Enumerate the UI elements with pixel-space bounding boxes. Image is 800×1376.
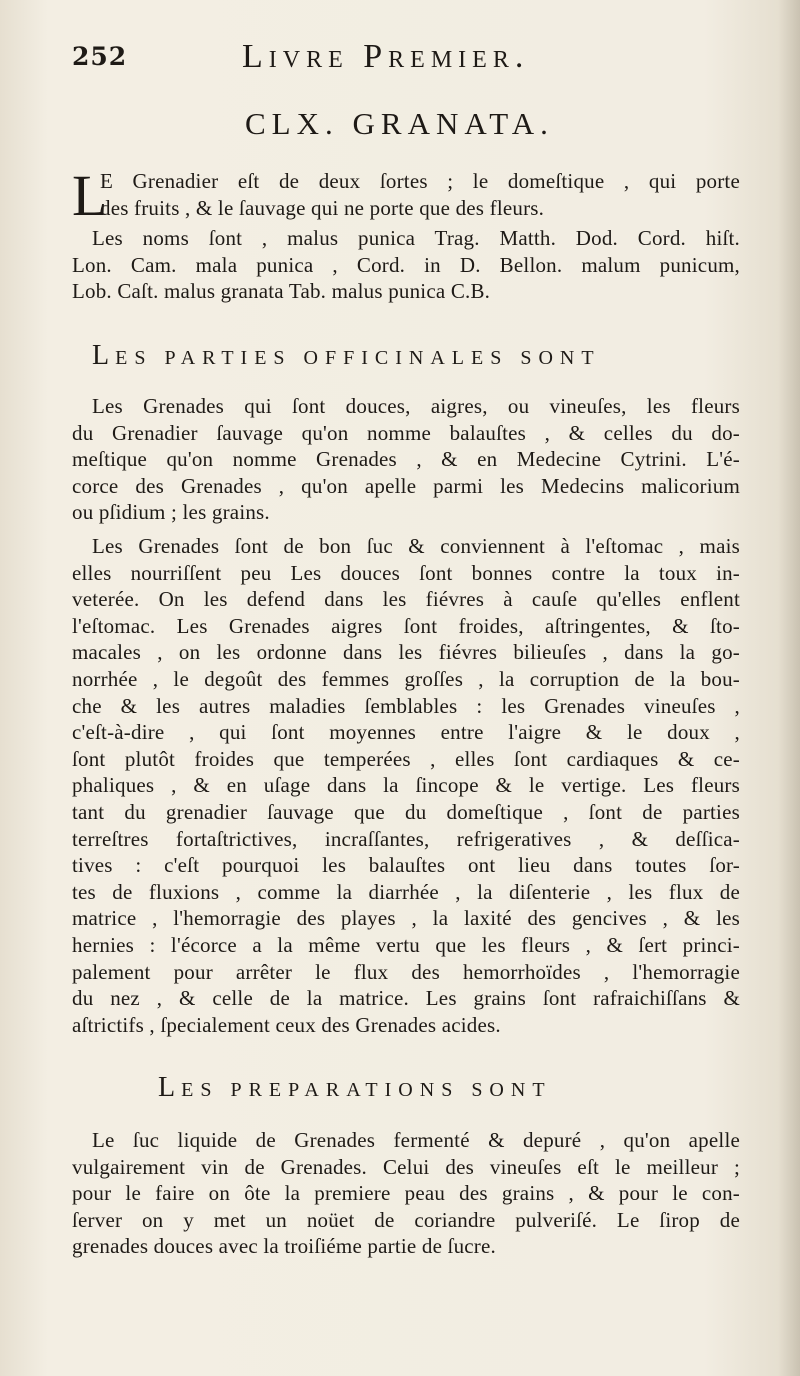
- virtues-line: macales , on les ordonne dans les fiévres bilieuſes , dans la go-: [72, 640, 740, 665]
- virtues-line: palement pour arrêter le flux des hemorrhoïdes , l'hemorragie: [72, 959, 740, 984]
- preparations-line: pour le faire on ôte la premiere peau des grains , & pour le con-: [72, 1181, 740, 1206]
- preparations-line: ſerver on y met un noüet de coriandre pulveriſé. Le ſirop de: [72, 1207, 740, 1232]
- preparations-line: Le ſuc liquide de Grenades fermenté & depuré , qu'on apelle: [92, 1128, 740, 1152]
- virtues-line: l'eſtomac. Les Grenades aigres ſont froides, aſtringentes, & ſto-: [72, 613, 740, 638]
- parts-line: du Grenadier ſauvage qu'on nomme balauſtes , & celles du do-: [72, 420, 740, 445]
- virtues-line: du nez , & celle de la matrice. Les grains ſont rafraichiſſans &: [72, 986, 740, 1011]
- parts-paragraph: [72, 393, 740, 526]
- virtues-line: tant du grenadier ſauvage que du domeſtique , ſont de parties: [72, 799, 740, 824]
- section-heading-text: ES PARTIES OFFICINALES SONT: [115, 347, 601, 369]
- virtues-line: matrice , l'hemorragie des playes , la laxité des gencives , & les: [72, 906, 740, 931]
- section-heading-initial: L: [92, 340, 116, 371]
- virtues-line: tes de fluxions , comme la diarrhée , la diſenterie , les flux de: [72, 879, 740, 904]
- page-number: 252: [72, 42, 128, 71]
- preparations-line: grenades douces avec la troiſiéme partie de ſucre.: [72, 1234, 496, 1259]
- virtues-line: phaliques , & en uſage dans la ſincope & le vertige. Les fleurs: [72, 773, 740, 798]
- section-heading-parts: [92, 340, 712, 372]
- virtues-line: c'eſt-à-dire , qui ſont moyennes entre l'aigre & le doux ,: [72, 720, 740, 745]
- virtues-line: terreſtres fortaſtrictives, incraſſantes, refrigeratives , & deſſica-: [72, 826, 740, 851]
- virtues-line: elles nourriſſent peu Les douces ſont bonnes contre la toux in-: [72, 560, 740, 585]
- preparations-paragraph: [72, 1127, 740, 1260]
- virtues-line: ſont plutôt froides que temperées , elles ſont cardiaques & ce-: [72, 746, 740, 771]
- parts-line: meſtique qu'on nomme Grenades , & en Medecine Cytrini. L'é-: [72, 447, 740, 472]
- intro-line: des fruits , & le ſauvage qui ne porte que des fleurs.: [100, 195, 545, 220]
- intro-paragraph: [72, 163, 740, 228]
- section-heading-initial: L: [158, 1072, 182, 1103]
- running-title: Livre Premier.: [242, 38, 530, 75]
- chapter-title: CLX. GRANATA.: [245, 106, 554, 141]
- virtues-line: che & les autres maladies ſemblables : les Grenades vineuſes ,: [72, 693, 740, 718]
- names-paragraph: [72, 225, 740, 305]
- names-line: Lon. Cam. mala punica , Cord. in D. Bellon. malum punicum,: [72, 252, 740, 277]
- parts-line: Les Grenades qui ſont douces, aigres, ou vineuſes, les fleurs: [92, 394, 740, 418]
- virtues-line: tives : c'eſt pourquoi les balauſtes ont lieu dans toutes ſor-: [72, 853, 740, 878]
- parts-line: corce des Grenades , qu'on apelle parmi les Medecins malicorium: [72, 473, 740, 498]
- virtues-line: Les Grenades ſont de bon ſuc & conviennent à l'eſtomac , mais: [92, 534, 740, 558]
- names-line: Lob. Caſt. malus granata Tab. malus punica C.B.: [72, 279, 491, 304]
- drop-cap: L: [72, 163, 108, 228]
- names-line: Les noms ſont , malus punica Trag. Matth. Dod. Cord. hiſt.: [92, 226, 740, 250]
- section-heading-preparations: [158, 1072, 778, 1104]
- intro-line: E Grenadier eſt de deux ſortes ; le domeſtique , qui porte: [100, 169, 740, 193]
- virtues-line: veterée. On les defend dans les fiévres à cauſe qu'elles enflent: [72, 587, 740, 612]
- virtues-line: hernies : l'écorce a la même vertu que les fleurs , & ſert princi-: [72, 932, 740, 957]
- page-spine-shadow: [778, 0, 800, 1376]
- parts-line: ou pſidium ; les grains.: [72, 500, 270, 525]
- section-heading-text: ES PREPARATIONS SONT: [181, 1079, 552, 1101]
- virtues-line: aſtrictifs , ſpecialement ceux des Grenades acides.: [72, 1012, 501, 1037]
- preparations-line: vulgairement vin de Grenades. Celui des vineuſes eſt le meilleur ;: [72, 1154, 740, 1179]
- virtues-paragraph: [72, 533, 740, 1038]
- running-head: [62, 38, 622, 78]
- virtues-line: norrhée , le degoût des femmes groſſes , la corruption de la bou-: [72, 666, 740, 691]
